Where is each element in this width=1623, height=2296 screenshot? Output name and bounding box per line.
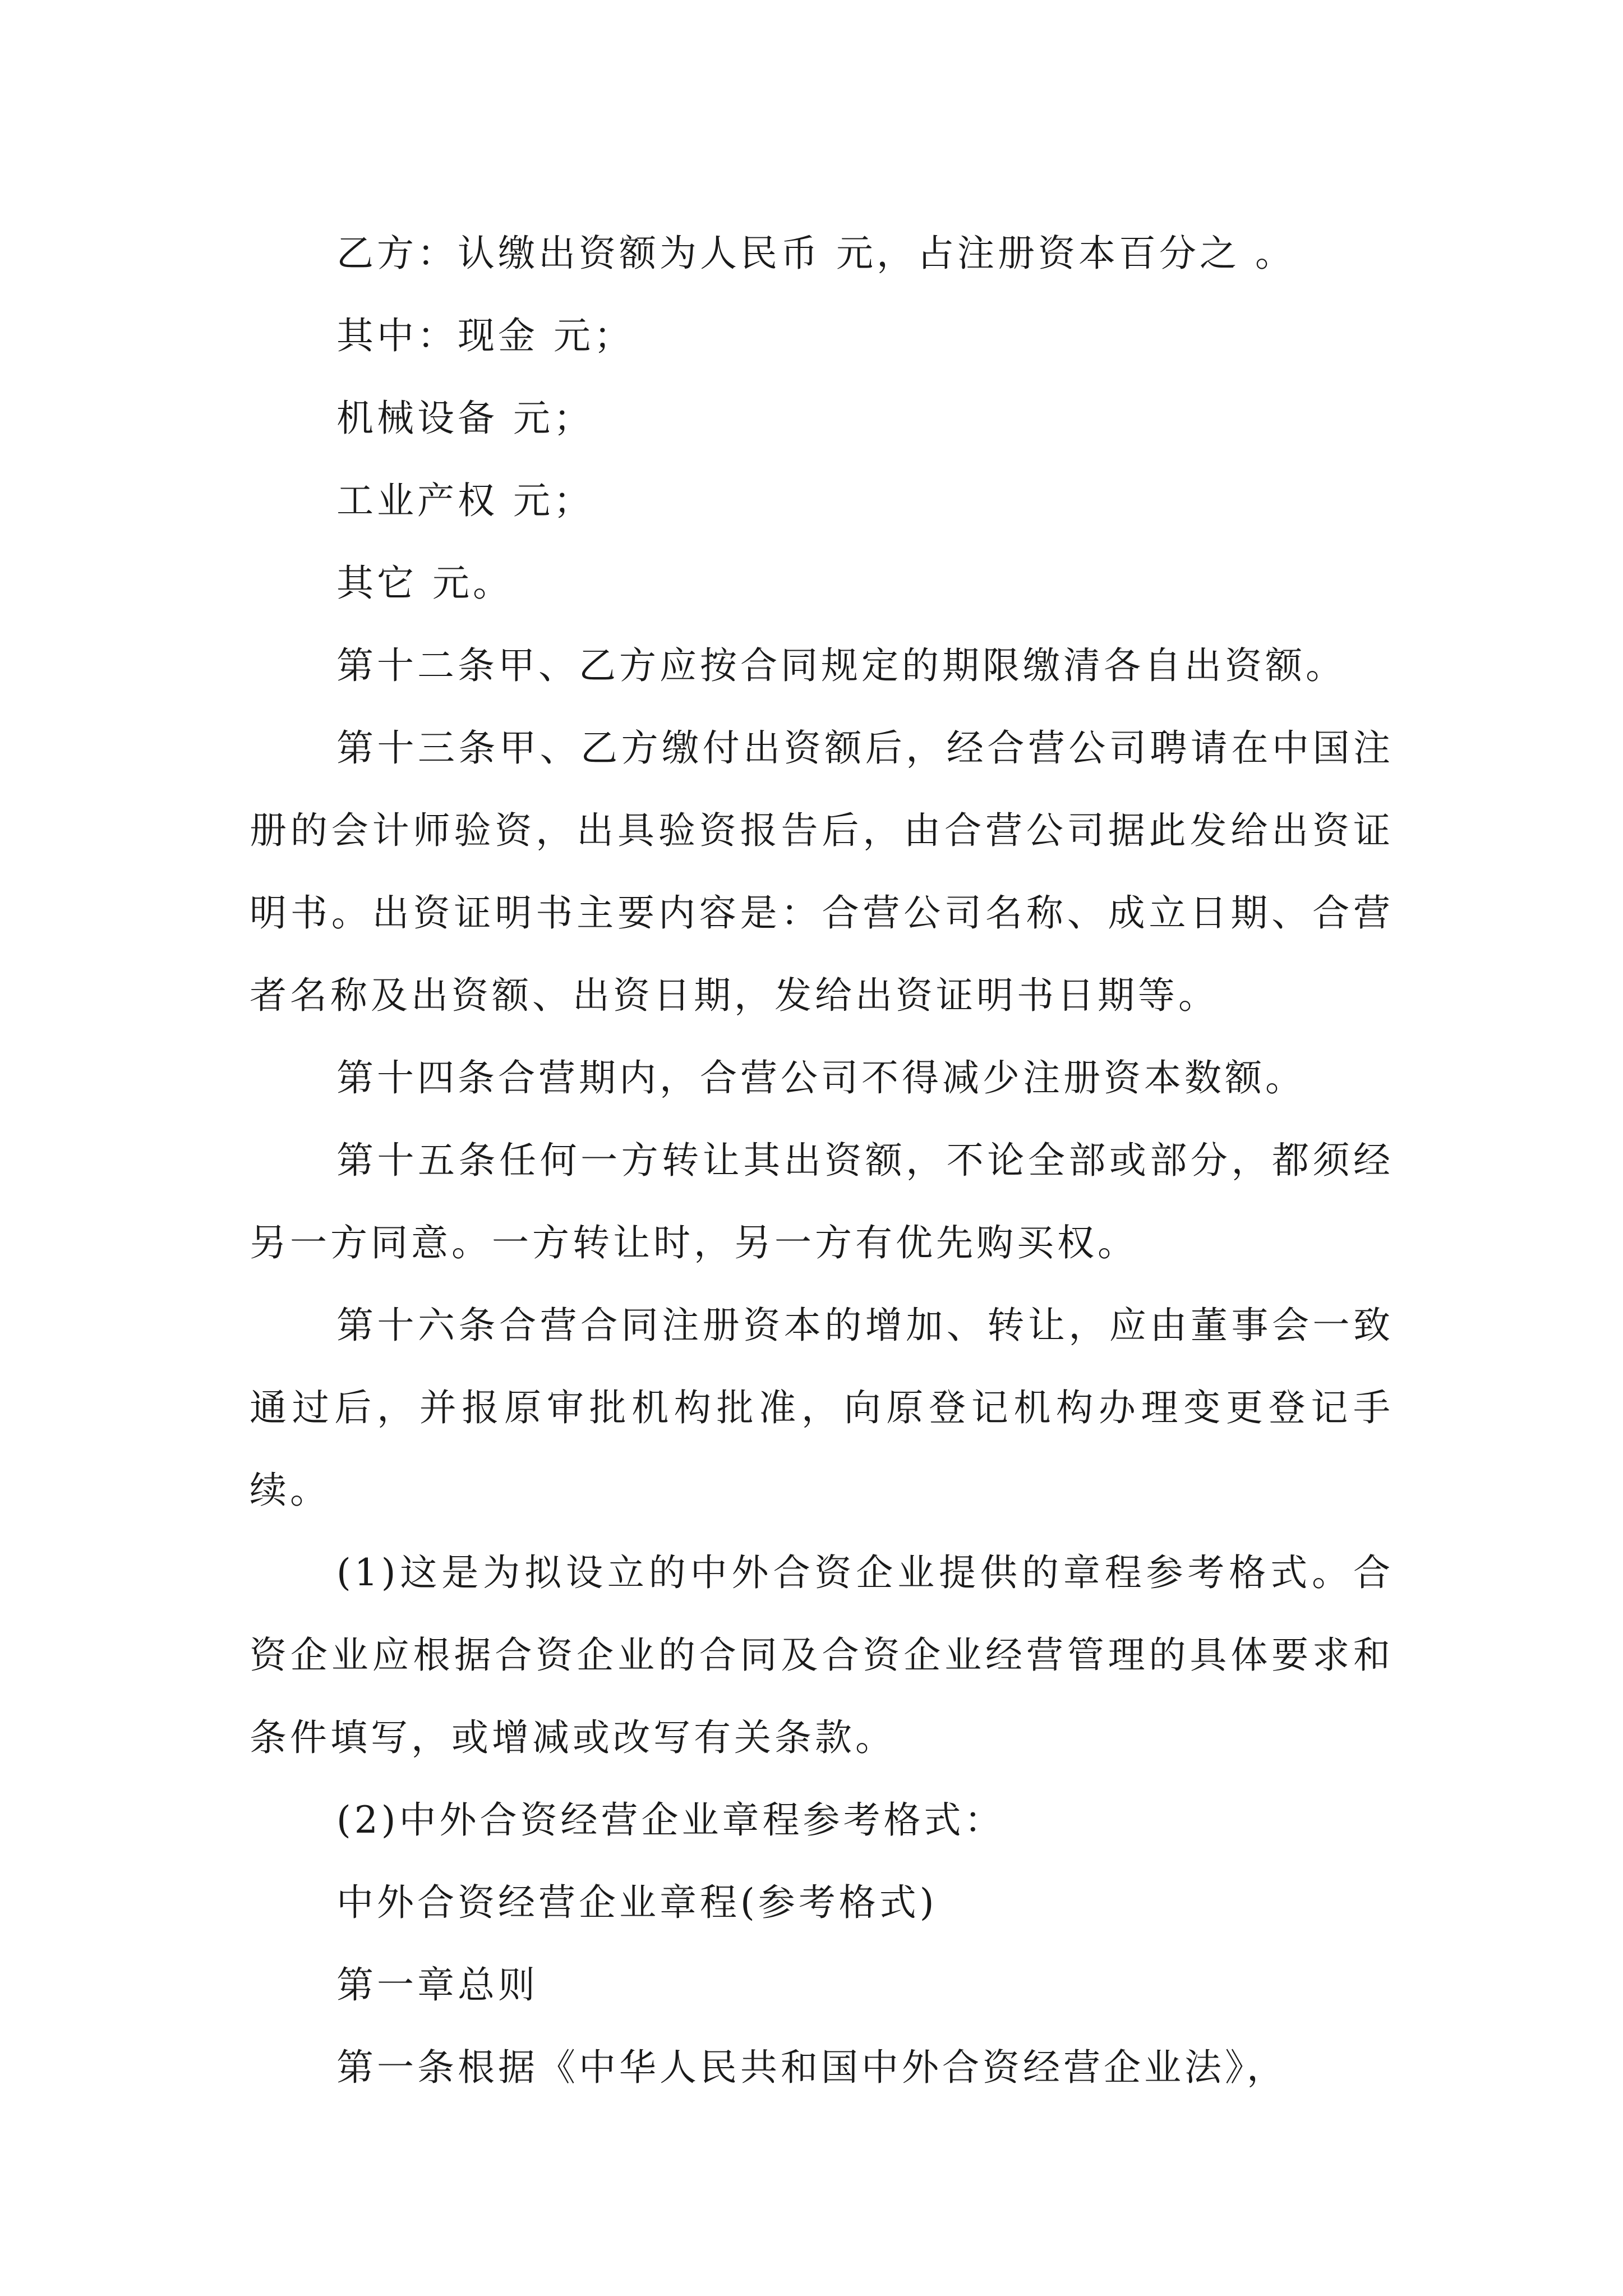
paragraph-article-16: 第十六条合营合同注册资本的增加、转让，应由董事会一致通过后，并报原审批机构批准，向原登记机构办理变更登记手续。	[250, 1304, 1394, 1512]
paragraph-article-1: 第一条根据《中华人民共和国中外合资经营企业法》，	[336, 2046, 1287, 2089]
paragraph-other: 其它 元。	[336, 562, 513, 605]
paragraph-party-b-contribution: 乙方：认缴出资额为人民币 元，占注册资本百分之 。	[336, 232, 1295, 275]
paragraph-machinery: 机械设备 元；	[336, 397, 594, 440]
paragraph-article-13: 第十三条甲、乙方缴付出资额后，经合营公司聘请在中国注册的会计师验资，出具验资报告后，由合营公司据此发给出资证明书。出资证明书主要内容是：合营公司名称、成立日期、合营者名称及出资额、出资日期，发给出资证明书日期等。	[250, 726, 1394, 1017]
document-body	[250, 212, 1394, 2109]
paragraph-industrial-property: 工业产权 元；	[336, 479, 594, 522]
paragraph-cash: 其中：现金 元；	[336, 314, 634, 357]
paragraph-article-15: 第十五条任何一方转让其出资额，不论全部或部分，都须经另一方同意。一方转让时，另一方有优先购买权。	[250, 1139, 1394, 1264]
paragraph-charter-title: 中外合资经营企业章程(参考格式)	[336, 1881, 938, 1924]
paragraph-article-12: 第十二条甲、乙方应按合同规定的期限缴清各自出资额。	[336, 644, 1346, 687]
paragraph-chapter-1: 第一章总则	[336, 1963, 538, 2007]
paragraph-note-1: (1)这是为拟设立的中外合资企业提供的章程参考格式。合资企业应根据合资企业的合同及合资企业经营管理的具体要求和条件填写，或增减或改写有关条款。	[250, 1551, 1394, 1759]
paragraph-note-2: (2)中外合资经营企业章程参考格式：	[336, 1798, 1005, 1842]
paragraph-article-14: 第十四条合营期内，合营公司不得减少注册资本数额。	[336, 1056, 1306, 1099]
